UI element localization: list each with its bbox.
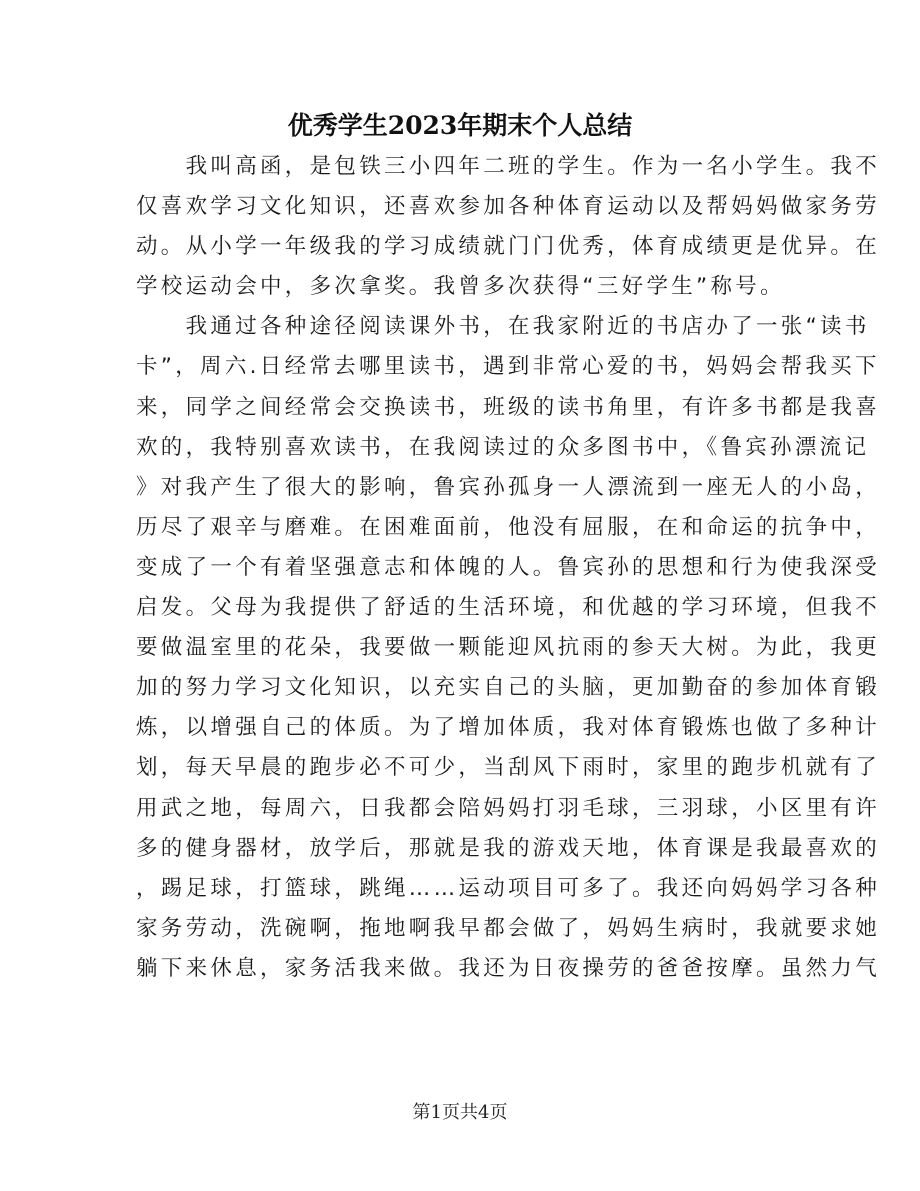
text-line: 躺下来休息，家务活我来做。我还为日夜操劳的爸爸按摩。虽然力气 <box>136 955 881 981</box>
paragraph-2 <box>136 307 881 989</box>
document-body <box>136 147 881 989</box>
text-line: 仅喜欢学习文化知识，还喜欢参加各种体育运动以及帮妈妈做家务劳 <box>136 194 881 220</box>
text-line: 动。从小学一年级我的学习成绩就门门优秀，体育成绩更是优异。在 <box>136 234 881 260</box>
text-line: 》对我产生了很大的影响，鲁宾孙孤身一人漂流到一座无人的小岛， <box>136 474 881 500</box>
text-line: 加的努力学习文化知识，以充实自己的头脑，更加勤奋的参加体育锻 <box>136 675 881 701</box>
text-line: ，踢足球，打篮球，跳绳……运动项目可多了。我还向妈妈学习各种 <box>136 875 881 901</box>
text-line: 炼，以增强自己的体质。为了增加体质，我对体育锻炼也做了多种计 <box>136 715 881 741</box>
text-line: 历尽了艰辛与磨难。在困难面前，他没有屈服，在和命运的抗争中， <box>136 514 881 540</box>
text-line: 要做温室里的花朵，我要做一颗能迎风抗雨的参天大树。为此，我更 <box>136 635 881 661</box>
text-line: 我叫高函，是包铁三小四年二班的学生。作为一名小学生。我不 <box>136 154 881 179</box>
paragraph-1 <box>136 147 881 307</box>
text-line: 用武之地，每周六，日我都会陪妈妈打羽毛球，三羽球，小区里有许 <box>136 795 881 821</box>
text-line: 学校运动会中，多次拿奖。我曾多次获得“三好学生”称号。 <box>136 274 785 300</box>
text-line: 欢的，我特别喜欢读书，在我阅读过的众多图书中，《鲁宾孙漂流记 <box>136 434 870 460</box>
text-line: 划，每天早晨的跑步必不可少，当刮风下雨时，家里的跑步机就有了 <box>136 755 881 781</box>
page-indicator: 第1页共4页 <box>412 1102 508 1123</box>
text-line: 卡”，周六.日经常去哪里读书，遇到非常心爱的书，妈妈会帮我买下 <box>136 354 880 380</box>
text-line: 家务劳动，洗碗啊，拖地啊我早都会做了，妈妈生病时，我就要求她 <box>136 915 881 941</box>
text-line: 启发。父母为我提供了舒适的生活环境，和优越的学习环境，但我不 <box>136 595 881 621</box>
text-line: 多的健身器材，放学后，那就是我的游戏天地，体育课是我最喜欢的 <box>136 835 881 861</box>
text-line: 来，同学之间经常会交换读书，班级的读书角里，有许多书都是我喜 <box>136 394 881 420</box>
text-line: 我通过各种途径阅读课外书，在我家附近的书店办了一张“读书 <box>136 314 870 340</box>
text-line: 变成了一个有着坚强意志和体魄的人。鲁宾孙的思想和行为使我深受 <box>136 554 881 580</box>
document-title: 优秀学生2023年期末个人总结 <box>287 111 633 140</box>
